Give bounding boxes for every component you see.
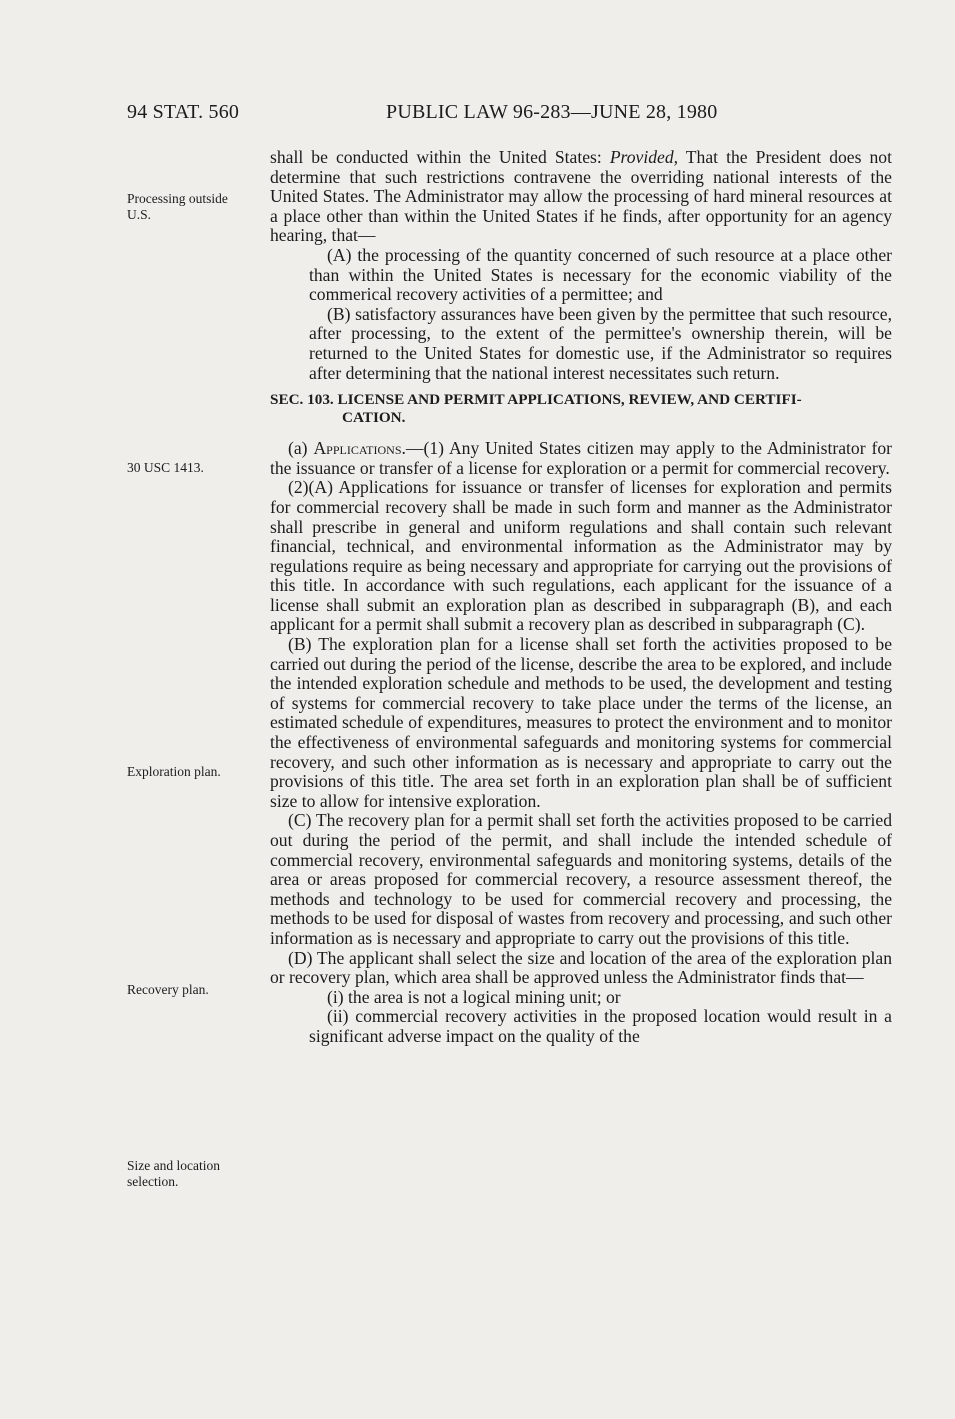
stat-reference: 94 STAT. 560: [127, 101, 240, 123]
margin-note-exploration: Exploration plan.: [127, 764, 221, 779]
margin-note-size: Size and location selection.: [127, 1158, 220, 1189]
paragraph-2A: (2)(A) Applications for issuance or transfer of licenses for exploration and permits for commercial recovery shall be made in such form and manner as the Administrator shall prescribe in general and uniform regulations and shall contain such relevant financial, technical, and environmental information as the Administrator may by regulations require as being necessary and appropriate for carrying out the provisions of this title. In accordance with such regulations, each applicant for the issuance of a license shall submit an exploration plan as described in subparagraph (B), and each applicant for a permit shall submit a recovery plan as described in subparagraph (C).: [270, 477, 892, 635]
margin-note-usc: 30 USC 1413.: [127, 460, 204, 475]
page-title: PUBLIC LAW 96-283—JUNE 28, 1980: [386, 101, 718, 123]
paragraph-B: (B) satisfactory assurances have been given by the permittee that such resource, after processing, to the extent of the permittee's ownership therein, will be returned to the United States for domestic use, if the Administrator so requires after determining that the national interest necessitates such return.: [309, 303, 892, 383]
paragraph-2B: (B) The exploration plan for a license shall set forth the activities proposed to be carried out during the period of the license, describe the area to be explored, and include the intended exploration schedule and methods to be used, the development and testing of systems for commercial recovery to take place under the terms of the license, an estimated schedule of expenditures, measures to protect the environment and to monitor the effectiveness of environmental safeguards and monitoring systems for commercial recovery, and such other information as is necessary and appropriate to carry out the provisions of this title. The area set forth in an exploration plan shall be of sufficient size to allow for intensive exploration.: [270, 634, 892, 811]
margin-note-processing: Processing outside U.S.: [127, 191, 228, 222]
paragraph-i: (i) the area is not a logical mining unit; or: [327, 986, 621, 1007]
paragraph-a-applications: (a) Applications.—(1) Any United States citizen may apply to the Administrator for the issuance or transfer of a license for exploration or a permit for commercial recovery.: [270, 438, 892, 478]
paragraph-A: (A) the processing of the quantity concerned of such resource at a place other than within the United States is necessary for the economic viability of the commerical recovery activities of a permittee; and: [309, 244, 892, 305]
paragraph-ii: (ii) commercial recovery activities in the proposed location would result in a significant adverse impact on the quality of the: [309, 1006, 892, 1046]
paragraph-2D: (D) The applicant shall select the size and location of the area of the exploration plan or recovery plan, which area shall be approved unless the Administrator finds that—: [270, 947, 892, 988]
paragraph-2C: (C) The recovery plan for a permit shall set forth the activities proposed to be carried out during the period of the permit, and shall include the intended schedule of commercial recovery, environmental safeguards and monitoring systems, details of the area or areas proposed for commercial recovery, a resource assessment thereof, the methods and technology to be used for commercial recovery and processing, the methods to be used for disposal of wastes from recovery and processing, and such other information as is necessary and appropriate to carry out the provisions of this title.: [270, 810, 892, 948]
paragraph-processing: shall be conducted within the United States: Provided, That the President does not determine that such restrictions contravene the overriding national interests of the United States. The Administrator may allow the processing of hard mineral resources at a place other than within the United States if he finds, after opportunity for an agency hearing, that—: [270, 147, 892, 246]
body-text: [270, 148, 892, 1047]
section-heading: SEC. 103. LICENSE AND PERMIT APPLICATIONS, REVIEW, AND CERTIFI- CATION.: [270, 391, 802, 427]
margin-note-recovery: Recovery plan.: [127, 982, 209, 997]
